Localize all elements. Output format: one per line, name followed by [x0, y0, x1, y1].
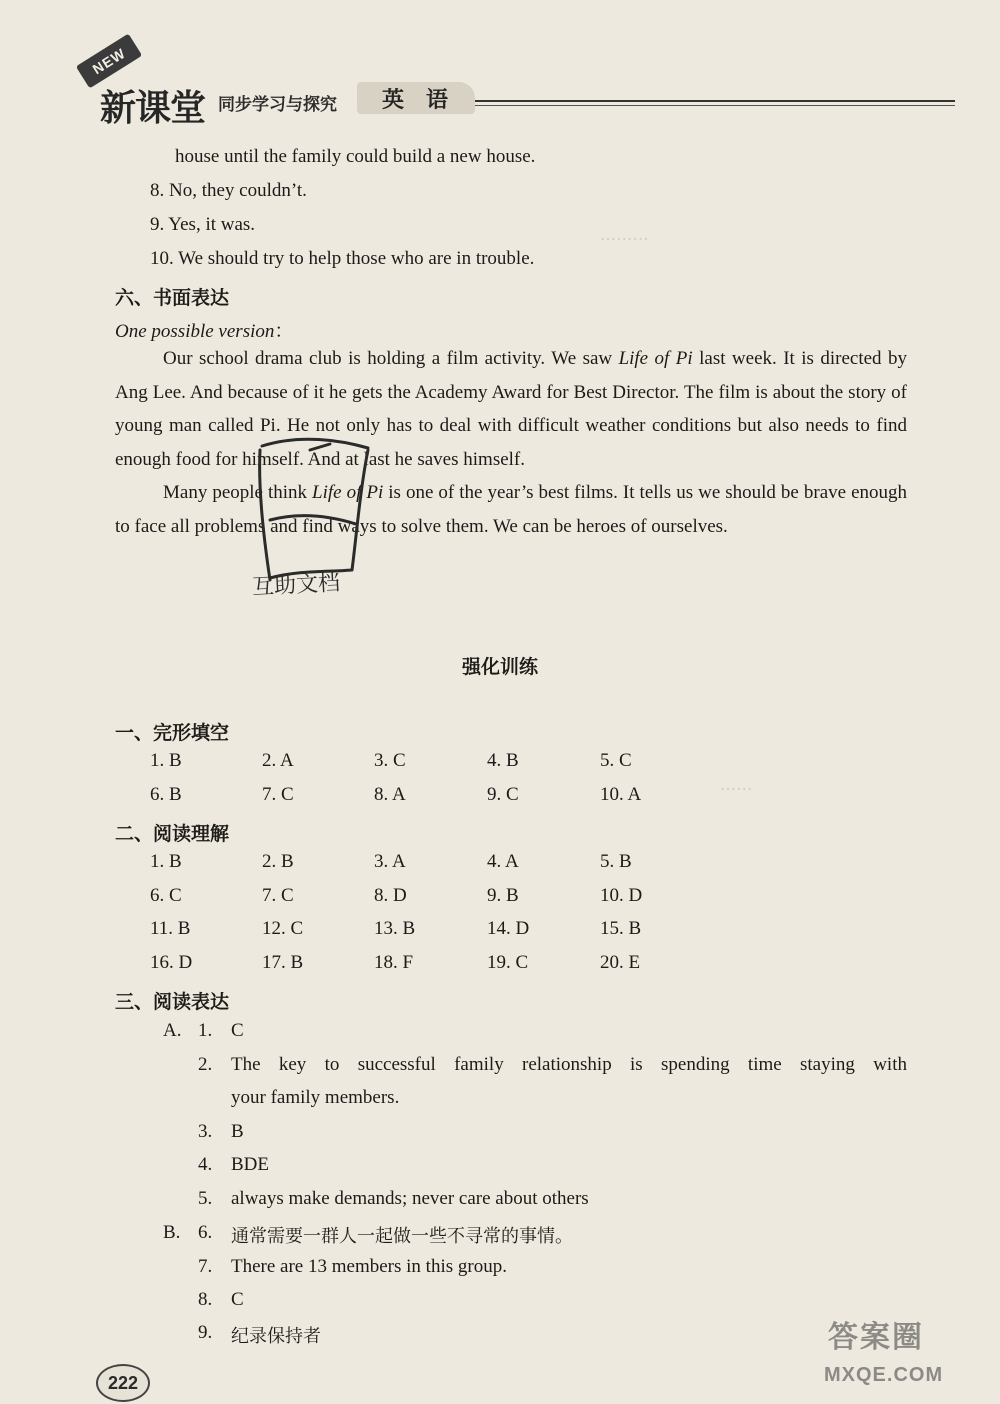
answer-cell: 8. D [374, 884, 407, 906]
answer-cell: 5. B [600, 851, 632, 872]
subject-tab: 英语 [357, 82, 475, 114]
item-answer: 通常需要一群人一起做一些不寻常的事情。 [231, 1226, 573, 1247]
item-answer: There are 13 members in this group. [231, 1256, 507, 1277]
answer-cell: 19. C [487, 951, 529, 973]
item-answer: The key to successful family relationship is spending time staying with [231, 1054, 907, 1075]
item-answer: always make demands; never care about others [231, 1188, 589, 1209]
answer-line: house until the family could build a new house. [175, 146, 536, 167]
answer-cell: 1. B [150, 750, 182, 771]
item-number: 5. [198, 1188, 213, 1209]
essay-paragraph-2: Many people think Life of Pi is one of the year’s best films. It tells us we should be brave enough to face all problems and find ways to solve them. We can be heroes of ourselves. [115, 482, 907, 537]
answer-cell: 5. C [600, 750, 632, 771]
watermark-logo-text: 答案圈 [828, 1320, 924, 1355]
answer-cell: 6. C [150, 884, 182, 906]
answer-cell: 14. D [487, 918, 530, 940]
answer-cell: 3. C [374, 750, 406, 771]
answer-cell: 2. A [262, 750, 294, 771]
book-logo: 新课堂 [100, 88, 206, 129]
answer-cell: 9. C [487, 783, 519, 805]
part-label-b: B. [163, 1222, 181, 1243]
page-number: 222 [96, 1364, 150, 1402]
item-answer: C [231, 1020, 244, 1041]
item-answer: your family members. [231, 1087, 400, 1108]
section-title: 二、阅读理解 [115, 823, 230, 845]
answer-cell: 20. E [600, 951, 641, 973]
answer-cell: 3. A [374, 851, 406, 872]
header-divider [475, 100, 955, 102]
watermark-url: MXQE.COM [824, 1364, 944, 1386]
answer-cell: 7. C [262, 783, 294, 805]
book-subtitle: 同步学习与探究 [218, 95, 337, 115]
item-number: 6. [198, 1222, 213, 1243]
answer-cell: 15. B [600, 918, 642, 940]
answer-line: 9. Yes, it was. [150, 214, 256, 235]
answer-cell: 16. D [150, 951, 193, 973]
version-label: One possible version： [115, 321, 294, 342]
answer-cell: 4. A [487, 851, 519, 872]
section-title: 三、阅读表达 [115, 991, 230, 1013]
item-answer: BDE [231, 1154, 269, 1175]
answer-line: 8. No, they couldn’t. [150, 180, 307, 201]
answer-cell: 13. B [374, 918, 416, 940]
item-number: 3. [198, 1121, 213, 1142]
answer-cell: 8. A [374, 783, 406, 805]
answer-cell: 2. B [262, 851, 294, 872]
header-divider [475, 105, 955, 106]
answer-cell: 9. B [487, 884, 519, 906]
item-number: 7. [198, 1256, 213, 1277]
answer-cell: 1. B [150, 851, 182, 872]
answer-cell: 17. B [262, 951, 304, 973]
answer-cell: 18. F [374, 951, 414, 973]
answer-cell: 10. A [600, 783, 642, 805]
answer-cell: 4. B [487, 750, 519, 771]
item-number: 2. [198, 1054, 213, 1075]
new-badge: NEW [76, 34, 142, 89]
bleed-through-text: ········· [600, 230, 649, 250]
section-title: 一、完形填空 [115, 722, 230, 744]
handwritten-text: 互助文档 [251, 570, 341, 601]
training-title: 强化训练 [461, 656, 538, 678]
essay [115, 342, 907, 544]
item-answer: 纪录保持者 [231, 1326, 321, 1347]
section-title: 六、书面表达 [115, 287, 230, 309]
item-number: 9. [198, 1322, 213, 1343]
site-watermark [820, 1310, 990, 1400]
item-answer: B [231, 1121, 244, 1142]
essay-paragraph-1: Our school drama club is holding a film activity. We saw Life of Pi last week. It is directed by Ang Lee. And because of it he gets the Academy Award for Best Director. The film is about the story of young man called Pi. He not only has to deal with difficult weather conditions but also needs to find enough food for himself. And at last he saves himself. [115, 348, 907, 470]
answer-cell: 11. B [150, 918, 191, 940]
bleed-through-text: ······ [720, 780, 753, 800]
item-number: 4. [198, 1154, 213, 1175]
item-answer: C [231, 1289, 244, 1310]
answer-cell: 6. B [150, 783, 182, 805]
answer-cell: 7. C [262, 884, 294, 906]
part-label-a: A. [163, 1020, 182, 1041]
answer-line: 10. We should try to help those who are in trouble. [150, 248, 535, 269]
answer-cell: 12. C [262, 918, 304, 940]
item-number: 1. [198, 1020, 213, 1041]
page-header [70, 30, 960, 130]
item-number: 8. [198, 1289, 213, 1310]
answer-cell: 10. D [600, 884, 643, 906]
